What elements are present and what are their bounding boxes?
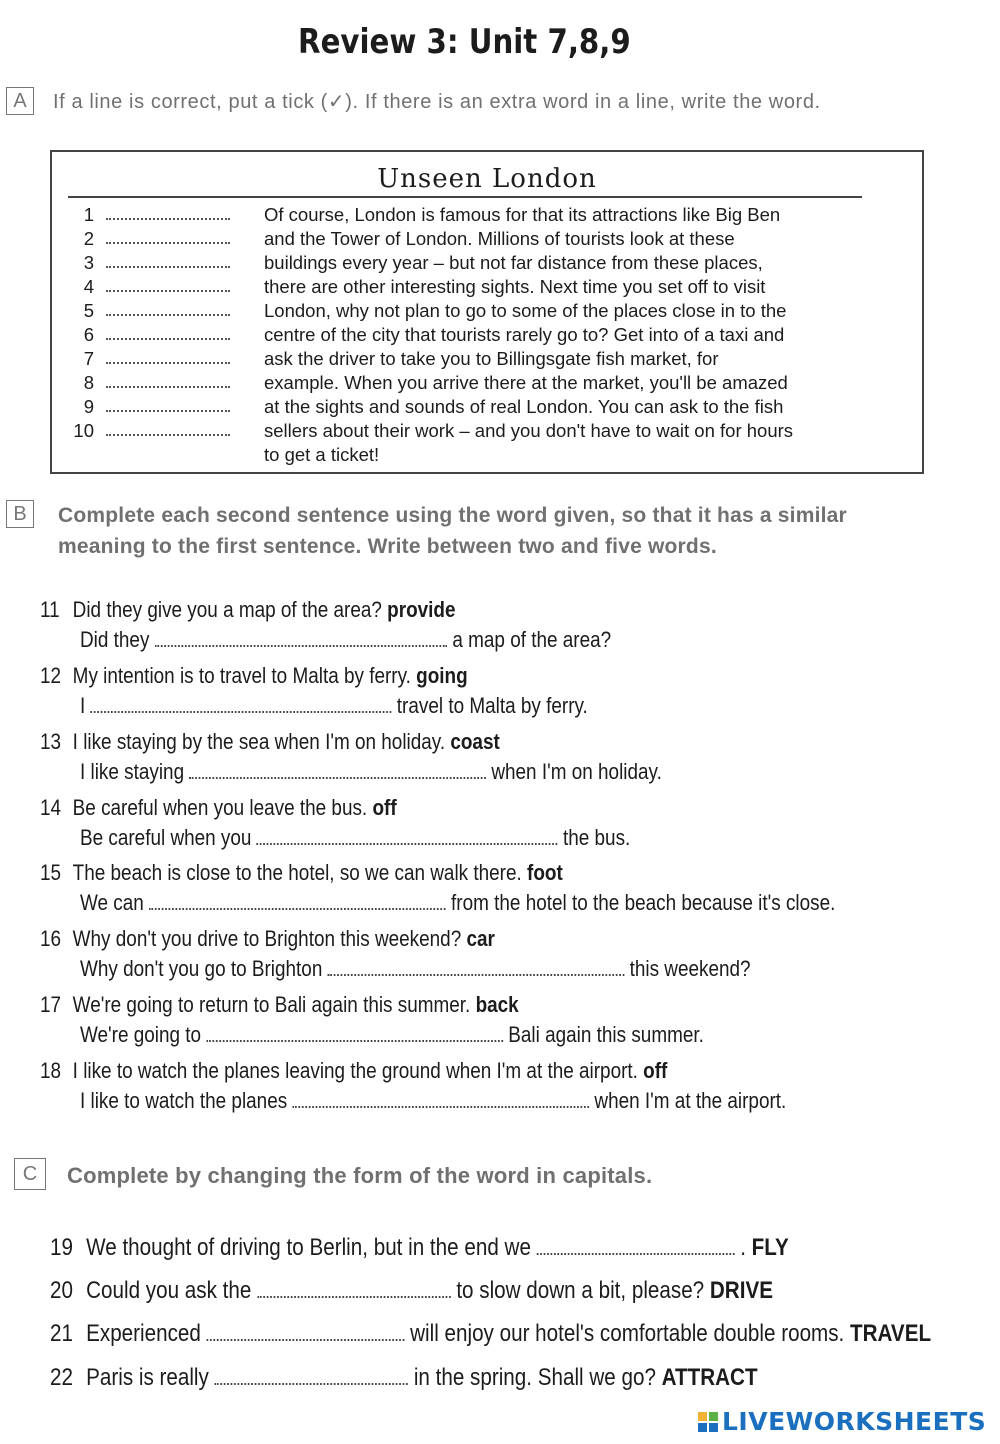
answer-end: will enjoy our hotel's comfortable double rooms. <box>410 1320 845 1347</box>
page-title: Review 3: Unit 7,8,9 <box>298 22 631 62</box>
answer-line <box>80 890 958 916</box>
answer-blank[interactable] <box>537 1239 735 1255</box>
question-number: 17 <box>40 992 62 1017</box>
answer-start: I like to watch the planes <box>80 1088 288 1113</box>
line-text: example. When you arrive there at the market, you'll be amazed <box>264 372 788 393</box>
section-a-instruction: If a line is correct, put a tick (✓). If there is an extra word in a line, write the word. <box>53 91 821 113</box>
line-number: 5 <box>83 300 94 321</box>
answer-start: We can <box>80 890 144 915</box>
question-keyword: off <box>643 1058 668 1083</box>
answer-end: to slow down a bit, please? <box>456 1277 705 1304</box>
liveworksheets-brand: LIVEWORKSHEETS <box>722 1407 987 1436</box>
question-number: 12 <box>40 663 62 688</box>
question-sentence: Why don't you drive to Brighton this weekend? <box>72 926 462 951</box>
answer-blank[interactable] <box>257 829 558 845</box>
question-keyword: off <box>372 795 397 820</box>
answer-end: this weekend? <box>629 956 751 981</box>
answer-start: I <box>80 693 86 718</box>
question-number: 14 <box>40 795 62 820</box>
answer-blank[interactable] <box>155 631 447 647</box>
section-b-instruction-line1: Complete each second sentence using the word given, so that it has a similar <box>58 504 847 527</box>
line-text: centre of the city that tourists rarely go to? Get into of a taxi and <box>264 324 785 345</box>
answer-blank[interactable] <box>206 1026 503 1042</box>
line-text: at the sights and sounds of real London. You can ask to the fish <box>264 396 784 417</box>
line-text: buildings every year – but not far distance from these places, <box>264 252 763 273</box>
line-text: Of course, London is famous for that its attractions like Big Ben <box>264 204 781 225</box>
question-sentence: Be careful when you leave the bus. <box>72 795 368 820</box>
answer-blank[interactable] <box>106 434 230 436</box>
answer-end: from the hotel to the beach because it's close. <box>451 890 836 915</box>
line-number: 1 <box>83 204 94 225</box>
question-sentence: Did they give you a map of the area? <box>72 597 382 622</box>
question-keyword: foot <box>527 860 563 885</box>
answer-line <box>80 956 860 982</box>
section-c-instruction: Complete by changing the form of the word in capitals. <box>67 1163 653 1188</box>
line-number: 8 <box>83 372 94 393</box>
question-keyword: TRAVEL <box>850 1320 932 1347</box>
question-keyword: going <box>416 663 468 688</box>
section-a-letter: A <box>6 87 34 115</box>
question-line <box>40 1058 769 1084</box>
answer-blank[interactable] <box>292 1092 589 1108</box>
question-line <box>50 1234 909 1262</box>
answer-start: Why don't you go to Brighton <box>80 956 323 981</box>
line-text: to get a ticket! <box>264 444 380 465</box>
question-number: 15 <box>40 860 62 885</box>
answer-end: travel to Malta by ferry. <box>396 693 588 718</box>
answer-start: Paris is really <box>86 1364 209 1391</box>
question-sentence: The beach is close to the hotel, so we can walk there. <box>72 860 522 885</box>
answer-blank[interactable] <box>106 266 230 268</box>
answer-blank[interactable] <box>106 386 230 388</box>
question-line <box>40 926 569 952</box>
answer-end: the bus. <box>562 825 631 850</box>
answer-blank[interactable] <box>215 1369 409 1385</box>
answer-end: Bali again this summer. <box>508 1022 704 1047</box>
question-keyword: back <box>475 992 519 1017</box>
question-keyword: coast <box>450 729 500 754</box>
answer-blank[interactable] <box>106 362 230 364</box>
answer-start: I like staying <box>80 759 185 784</box>
reading-box <box>50 150 924 474</box>
question-line <box>50 1364 873 1392</box>
answer-line <box>80 1022 805 1048</box>
line-text: there are other interesting sights. Next time you set off to visit <box>264 276 766 297</box>
reading-heading: Unseen London <box>377 164 597 194</box>
question-number: 13 <box>40 729 62 754</box>
answer-start: Experienced <box>86 1320 201 1347</box>
question-sentence: We're going to return to Bali again this summer. <box>72 992 471 1017</box>
answer-start: Did they <box>80 627 150 652</box>
answer-start: We thought of driving to Berlin, but in the end we <box>86 1234 531 1261</box>
line-number: 9 <box>83 396 94 417</box>
line-number: 2 <box>83 228 94 249</box>
answer-blank[interactable] <box>189 763 486 779</box>
line-number: 3 <box>83 252 94 273</box>
liveworksheets-logo-icon <box>698 1412 718 1432</box>
question-sentence: I like staying by the sea when I'm on holiday. <box>72 729 446 754</box>
answer-line <box>80 627 698 653</box>
question-number: 22 <box>50 1364 73 1391</box>
question-keyword: FLY <box>751 1234 789 1261</box>
answer-blank[interactable] <box>257 1282 451 1298</box>
answer-blank[interactable] <box>106 290 230 292</box>
line-text: London, why not plan to go to some of the places close in to the <box>264 300 787 321</box>
answer-end: . <box>740 1234 746 1261</box>
question-line <box>40 992 597 1018</box>
answer-end: when I'm at the airport. <box>594 1088 787 1113</box>
line-number: 4 <box>83 276 94 297</box>
question-keyword: ATTRACT <box>661 1364 758 1391</box>
question-line <box>40 795 455 821</box>
answer-blank[interactable] <box>106 338 230 340</box>
question-number: 21 <box>50 1320 73 1347</box>
question-line <box>40 729 575 755</box>
answer-blank[interactable] <box>106 218 230 220</box>
answer-line <box>80 825 720 851</box>
answer-blank[interactable] <box>106 410 230 412</box>
answer-start: Could you ask the <box>86 1277 252 1304</box>
line-number: 10 <box>73 420 94 441</box>
question-number: 16 <box>40 926 62 951</box>
question-line <box>50 1320 1000 1348</box>
answer-blank[interactable] <box>91 697 392 713</box>
question-line <box>40 663 537 689</box>
answer-line <box>80 693 670 719</box>
line-text: and the Tower of London. Millions of tourists look at these <box>264 228 735 249</box>
answer-blank[interactable] <box>207 1325 405 1341</box>
question-keyword: DRIVE <box>709 1277 773 1304</box>
answer-end: a map of the area? <box>452 627 612 652</box>
question-line <box>50 1277 891 1305</box>
line-text: ask the driver to take you to Billingsgate fish market, for <box>264 348 719 369</box>
answer-blank[interactable] <box>106 314 230 316</box>
answer-end: when I'm on holiday. <box>491 759 662 784</box>
question-keyword: provide <box>387 597 456 622</box>
question-number: 18 <box>40 1058 62 1083</box>
heading-divider <box>68 196 862 198</box>
section-c-letter: C <box>14 1158 46 1190</box>
section-b-letter: B <box>6 500 34 528</box>
line-text: sellers about their work – and you don't have to wait on for hours <box>264 420 794 441</box>
answer-line <box>80 759 757 785</box>
answer-line <box>80 1088 901 1114</box>
answer-blank[interactable] <box>106 242 230 244</box>
answer-blank[interactable] <box>328 960 625 976</box>
answer-blank[interactable] <box>149 894 446 910</box>
question-keyword: car <box>466 926 495 951</box>
question-number: 20 <box>50 1277 73 1304</box>
question-sentence: I like to watch the planes leaving the ground when I'm at the airport. <box>72 1058 638 1083</box>
question-number: 19 <box>50 1234 73 1261</box>
line-number: 7 <box>83 348 94 369</box>
answer-start: We're going to <box>80 1022 202 1047</box>
answer-start: Be careful when you <box>80 825 252 850</box>
section-b-instruction-line2: meaning to the first sentence. Write between two and five words. <box>58 535 717 558</box>
question-sentence: My intention is to travel to Malta by ferry. <box>72 663 411 688</box>
line-number: 6 <box>83 324 94 345</box>
question-number: 11 <box>40 597 60 622</box>
question-line <box>40 860 648 886</box>
answer-end: in the spring. Shall we go? <box>413 1364 656 1391</box>
question-line <box>40 597 523 623</box>
